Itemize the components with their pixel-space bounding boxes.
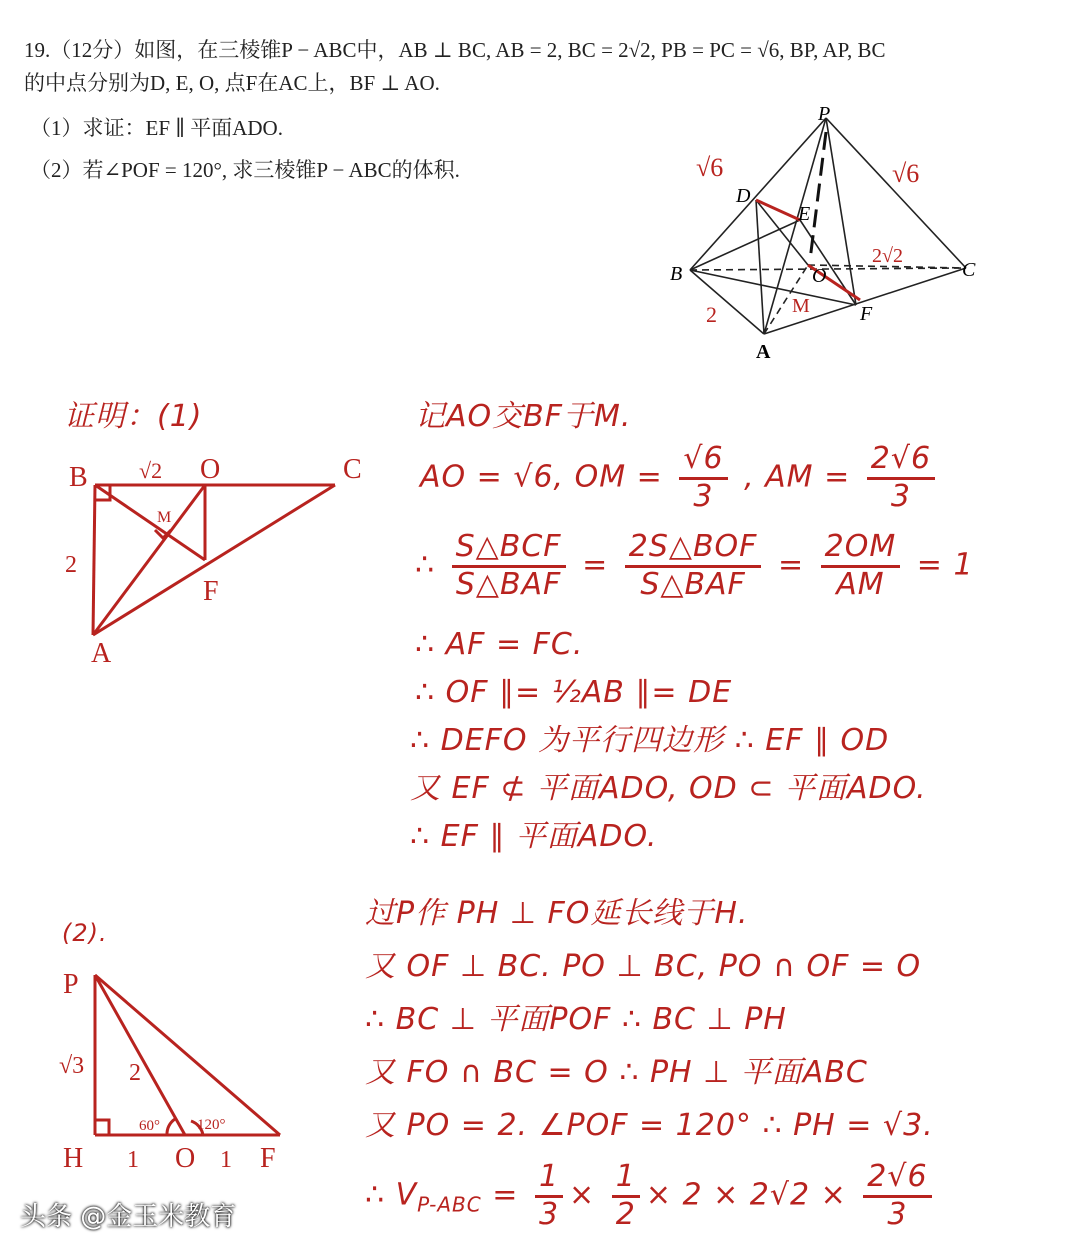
times: × <box>569 1177 596 1213</box>
proof1-figure <box>55 450 375 665</box>
label-PH: √3 <box>59 1053 85 1079</box>
am-fraction <box>867 442 935 514</box>
proof1-line-5: ∴ OF ∥= ½AB ∥= DE <box>415 675 733 710</box>
volume-lhs: ∴ V <box>365 1177 418 1213</box>
volume-subscript: P-ABC <box>417 1192 482 1217</box>
f1-den: 3 <box>538 1196 560 1232</box>
label-E: E <box>798 203 811 225</box>
proof1-line-6: ∴ DEFO 为平行四边形 ∴ EF ∥ OD <box>410 723 890 758</box>
ratio1-den: S△BAF <box>455 566 562 602</box>
pyramid-figure <box>660 100 1000 365</box>
volume-eq: = <box>481 1177 529 1213</box>
proof1-heading: 证明：(1) <box>64 399 203 434</box>
label-B: B <box>69 462 88 493</box>
label-AB: 2 <box>65 552 77 578</box>
proof2-figure <box>55 955 315 1185</box>
watermark: 头条 @金玉米教育 <box>20 1202 237 1232</box>
proof2-line-1: 过P作 PH ⊥ FO延长线于H. <box>365 896 749 931</box>
label-OF: 1 <box>220 1147 232 1173</box>
ao-om-text: AO = √6, OM = <box>420 459 674 495</box>
ratio2-num: 2S△BOF <box>625 530 762 568</box>
ratio3-den: AM <box>836 566 885 602</box>
label-F: F <box>260 1143 276 1174</box>
therefore-text: ∴ <box>415 547 436 583</box>
om-den: 3 <box>693 478 714 514</box>
label-angle-60: 60° <box>139 1118 160 1134</box>
ratio2-den: S△BAF <box>640 566 746 602</box>
proof1-line-2 <box>420 442 941 514</box>
label-HO: 1 <box>127 1147 139 1173</box>
f3-den: 3 <box>887 1196 908 1232</box>
problem-statement-line2: 的中点分别为D, E, O, 点F在AC上，BF ⊥ AO. <box>24 71 440 95</box>
ratio1-num: S△BCF <box>452 530 566 568</box>
ratio3-num: 2OM <box>821 530 901 568</box>
om-num: √6 <box>679 442 727 480</box>
proof1-ratio-line: ∴ $\frac{\text{S△BCF}}{\text{S△BAF}}$ = $\frac{\text{2S△BOF}}{\text{S△BAF}}$ = $\frac{2OM}{AM}$ = 1 <box>415 529 974 602</box>
proof2-heading: (2). <box>62 919 108 947</box>
label-A: A <box>91 638 112 665</box>
am-text: , AM = <box>744 459 861 495</box>
fraction-one-third <box>535 1160 563 1232</box>
label-P: P <box>818 103 831 125</box>
f2-num: 1 <box>612 1160 640 1198</box>
problem-part2: （2）若∠POF = 120°, 求三棱锥P − ABC的体积. <box>30 158 460 182</box>
proof2-volume-line <box>365 1160 938 1232</box>
ratio-result: = 1 <box>916 547 974 583</box>
am-num: 2√6 <box>867 442 935 480</box>
label-O: O <box>200 454 221 485</box>
proof2-line-4: 又 FO ∩ BC = O ∴ PH ⊥ 平面ABC <box>365 1055 868 1090</box>
label-AB: 2 <box>706 302 717 327</box>
f3-num: 2√6 <box>863 1160 931 1198</box>
label-F: F <box>203 576 219 607</box>
label-B: B <box>670 263 683 285</box>
proof1-line-8: ∴ EF ∥ 平面ADO. <box>410 819 658 854</box>
label-F: F <box>860 303 873 325</box>
label-PO: 2 <box>129 1060 141 1086</box>
f2-den: 2 <box>615 1196 636 1232</box>
label-PB: √6 <box>696 153 724 182</box>
fraction-2root6-over-3 <box>863 1160 931 1232</box>
proof2-line-5: 又 PO = 2. ∠POF = 120° ∴ PH = √3. <box>365 1108 934 1143</box>
label-BO: √2 <box>139 458 163 483</box>
label-OC: 2√2 <box>872 245 903 267</box>
label-M: M <box>157 509 172 526</box>
label-O: O <box>175 1143 196 1174</box>
proof1-line-1: 记AO交BF于M. <box>415 399 632 434</box>
proof1-line-4: ∴ AF = FC. <box>415 627 584 662</box>
proof2-line-3: ∴ BC ⊥ 平面POF ∴ BC ⊥ PH <box>365 1002 787 1037</box>
ratio-fraction-2 <box>625 530 762 602</box>
label-A: A <box>756 341 771 363</box>
ratio-fraction-1 <box>452 530 566 602</box>
label-C: C <box>962 259 976 281</box>
label-C: C <box>343 454 362 485</box>
label-H: H <box>63 1143 84 1174</box>
ratio-fraction-3 <box>821 530 901 602</box>
f1-num: 1 <box>535 1160 563 1198</box>
label-O: O <box>812 265 827 287</box>
label-M: M <box>792 295 810 317</box>
om-fraction <box>679 442 727 514</box>
problem-part1: （1）求证：EF ∥ 平面ADO. <box>30 116 283 140</box>
label-angle-120: 120° <box>197 1117 226 1133</box>
volume-rest: × 2 × 2√2 × <box>645 1177 858 1213</box>
problem-statement-line1: 19.（12分）如图，在三棱锥P − ABC中，AB ⊥ BC, AB = 2, BC = 2√2, PB = PC = √6, BP, AP, BC <box>24 38 886 62</box>
proof2-line-2: 又 OF ⊥ BC. PO ⊥ BC, PO ∩ OF = O <box>365 949 922 984</box>
label-PC: √6 <box>892 159 920 188</box>
proof1-line-7: 又 EF ⊄ 平面ADO, OD ⊂ 平面ADO. <box>410 771 927 806</box>
fraction-one-half <box>612 1160 640 1232</box>
label-P: P <box>63 969 79 1000</box>
am-den: 3 <box>890 478 911 514</box>
label-D: D <box>736 185 751 207</box>
